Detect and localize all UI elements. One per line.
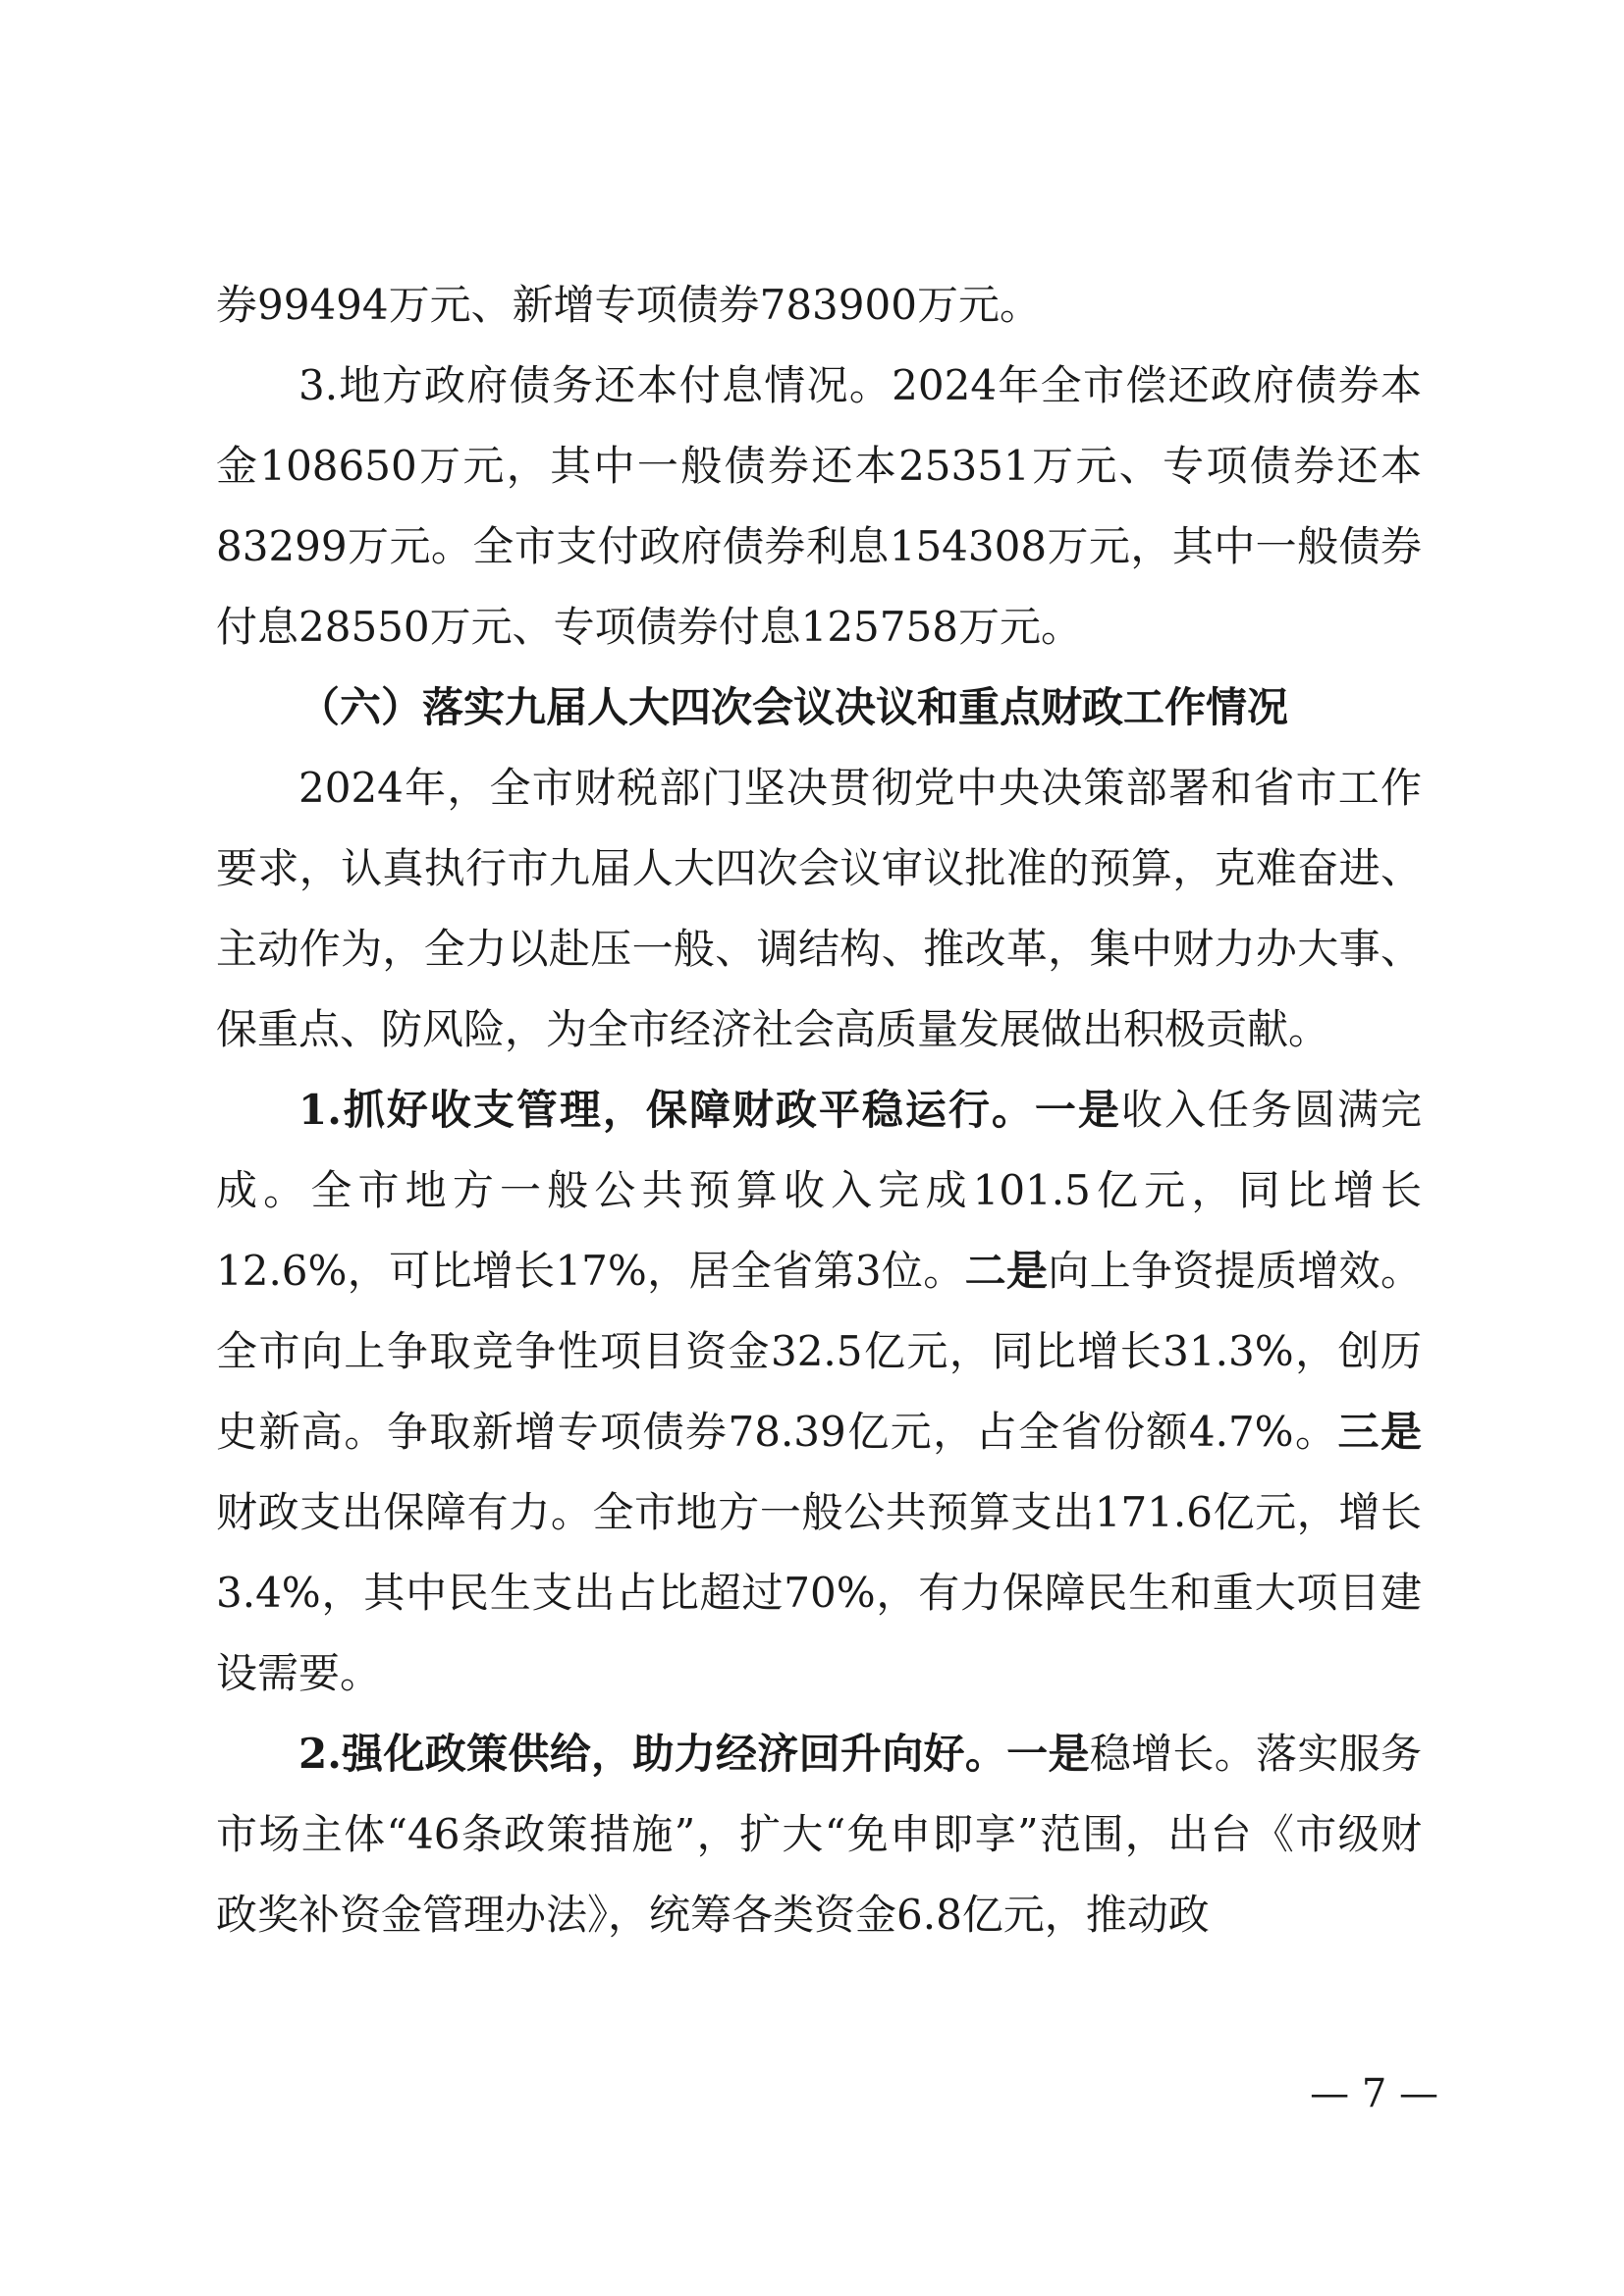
body-paragraph xyxy=(216,346,1422,667)
page-number: — 7 — xyxy=(1310,2071,1438,2116)
bold-text-segment: 三是 xyxy=(1337,1408,1422,1456)
text-segment: 收入任务圆满完成。全市地方一般公共预算收入完成101.5亿元，同比增长12.6%，可比增长17%，居全省第3位。 xyxy=(216,1086,1422,1295)
text-segment: 向上争资提质增效。全市向上争取竞争性项目资金32.5亿元，同比增长31.3%，创历史新高。争取新增专项债券78.39亿元，占全省份额4.7%。 xyxy=(216,1247,1422,1456)
section-heading xyxy=(216,667,1422,748)
body-paragraph xyxy=(216,1714,1422,1955)
body-paragraph xyxy=(216,748,1422,1070)
body-paragraph xyxy=(216,265,1422,346)
text-segment: 3.地方政府债务还本付息情况。2024年全市偿还政府债券本金108650万元，其中一般债券还本25351万元、专项债券还本83299万元。全市支付政府债券利息154308万元，其中一般债券付息28550万元、专项债券付息125758万元。 xyxy=(216,361,1422,651)
text-segment: 券99494万元、新增专项债券783900万元。 xyxy=(216,281,1041,329)
body-paragraph xyxy=(216,1070,1422,1714)
document-body xyxy=(216,265,1422,1955)
text-segment: 2024年，全市财税部门坚决贯彻党中央决策部署和省市工作要求，认真执行市九届人大四次会议审议批准的预算，克难奋进、主动作为，全力以赴压一般、调结构、推改革，集中财力办大事、保重点、防风险，为全市经济社会高质量发展做出积极贡献。 xyxy=(216,764,1422,1053)
bold-text-segment: 1.抓好收支管理，保障财政平稳运行。一是 xyxy=(298,1086,1121,1134)
text-segment: 稳增长。落实服务市场主体“46条政策措施”，扩大“免申即享”范围，出台《市级财政奖补资金管理办法》，统筹各类资金6.8亿元，推动政 xyxy=(216,1730,1422,1939)
bold-text-segment: 二是 xyxy=(964,1247,1049,1295)
bold-text-segment: （六）落实九届人大四次会议决议和重点财政工作情况 xyxy=(298,683,1289,731)
text-segment: 财政支出保障有力。全市地方一般公共预算支出171.6亿元，增长3.4%，其中民生支出占比超过70%，有力保障民生和重大项目建设需要。 xyxy=(216,1488,1422,1697)
bold-text-segment: 2.强化政策供给，助力经济回升向好。一是 xyxy=(298,1730,1090,1778)
